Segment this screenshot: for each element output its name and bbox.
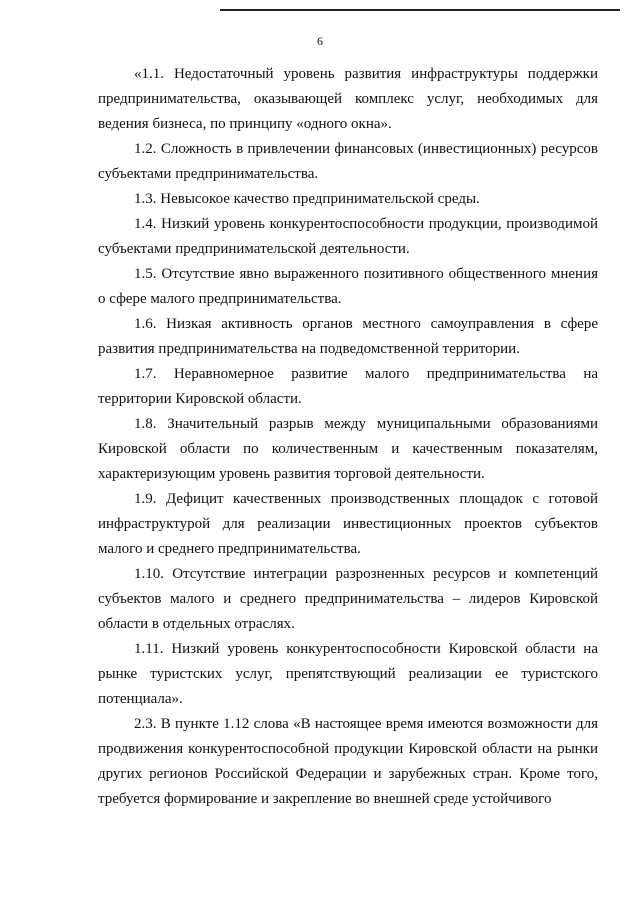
paragraph-1-10: 1.10. Отсутствие интеграции разрозненных ресурсов и компетенций субъектов малого и среднего предпринимательства – лидеров Кировской области в отдельных отраслях.: [98, 566, 598, 632]
paragraph-1-11: 1.11. Низкий уровень конкурентоспособности Кировской области на рынке туристских услуг, препятствующий реализации ее туристского потенциала».: [98, 641, 598, 707]
paragraph-1-2: 1.2. Сложность в привлечении финансовых (инвестиционных) ресурсов субъектами предпринимательства.: [98, 141, 598, 182]
paragraph-1-6: 1.6. Низкая активность органов местного самоуправления в сфере развития предпринимательства на подведомственной территории.: [98, 316, 598, 357]
paragraph-2-3: 2.3. В пункте 1.12 слова «В настоящее время имеются возможности для продвижения конкурентоспособной продукции Кировской области на рынки других регионов Российской Федерации и зарубежных стран. Кроме того, требуется формирование и закрепление во внешней среде устойчивого: [98, 716, 598, 807]
paragraph-1-4: 1.4. Низкий уровень конкурентоспособности продукции, производимой субъектами предпринимательской деятельности.: [98, 216, 598, 257]
document-body: [98, 62, 598, 812]
paragraph-1-8: 1.8. Значительный разрыв между муниципальными образованиями Кировской области по количественным и качественным показателям, характеризующим уровень развития торговой деятельности.: [98, 416, 598, 482]
paragraph-1-9: 1.9. Дефицит качественных производственных площадок с готовой инфраструктурой для реализации инвестиционных проектов субъектов малого и среднего предпринимательства.: [98, 491, 598, 557]
paragraph-1-5: 1.5. Отсутствие явно выраженного позитивного общественного мнения о сфере малого предпринимательства.: [98, 266, 598, 307]
header-rule: [220, 9, 620, 11]
paragraph-1-7: 1.7. Неравномерное развитие малого предпринимательства на территории Кировской области.: [98, 366, 598, 407]
paragraph-1-1: «1.1. Недостаточный уровень развития инфраструктуры поддержки предпринимательства, оказывающей комплекс услуг, необходимых для ведения бизнеса, по принципу «одного окна».: [98, 66, 598, 132]
paragraph-1-3: 1.3. Невысокое качество предпринимательской среды.: [134, 191, 480, 207]
page-number: 6: [317, 34, 323, 48]
